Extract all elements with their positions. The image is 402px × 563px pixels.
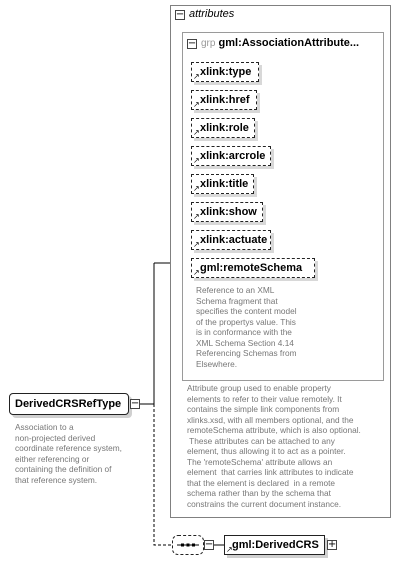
attribute-label: xlink:type [200,66,252,78]
minus-icon: − [175,9,185,20]
attribute-label: xlink:show [200,206,257,218]
minus-icon: − [187,38,197,49]
attribute-gml-remoteschema[interactable] [191,258,315,278]
link-arrow-icon: ↗ [226,545,233,554]
link-arrow-icon: ↗ [193,100,200,109]
minus-icon: − [130,398,140,409]
plus-icon: + [327,539,337,550]
type-name: DerivedCRSRefType [15,398,122,410]
link-arrow-icon: ↗ [193,212,200,221]
attribute-label: gml:remoteSchema [200,262,303,274]
sequence-icon [173,536,203,554]
attribute-label: xlink:arcrole [200,150,266,162]
collapse-group-button[interactable] [187,39,197,49]
link-arrow-icon: ↗ [193,72,200,81]
link-arrow-icon: ↗ [193,128,200,137]
attribute-xlink-type[interactable] [191,62,259,82]
type-description: Association to a non-projected derived coordinate reference system, either referencing or containing the definition of that reference system. [15,422,122,485]
expand-element-button[interactable] [327,540,337,550]
collapse-type-button[interactable] [130,399,140,409]
attributes-title: attributes [189,8,235,20]
attribute-xlink-show[interactable] [191,202,263,222]
attribute-xlink-role[interactable] [191,118,255,138]
minus-icon: − [204,539,214,550]
attribute-label: xlink:role [200,122,249,134]
attribute-group-header [201,37,359,49]
remoteschema-description: Reference to an XML Schema fragment that specifies the content model of the propertys value. This is in conformance with the XML Schema Section 4.14 Referencing Schemas from Elsewhere. [196,285,297,369]
attribute-group-description: Attribute group used to enable property elements to refer to their value remotely. It contains the simple link components from xlinks.xsd, with all members optional, and the remoteSchema attribute, which is also optional. These attributes can be attached to any element, thus allowing it to act as a pointer. The 'remoteSchema' attribute allows an element that carries link attributes to indicate that the element is declared in a remote schema rather than by the schema that constrains the current document instance. [187,383,361,509]
collapse-sequence-button[interactable] [204,540,214,550]
sequence-compositor[interactable] [172,535,204,555]
element-name: gml:DerivedCRS [232,539,319,551]
attribute-label: xlink:actuate [200,234,268,246]
group-name[interactable]: gml:AssociationAttribute... [218,37,360,49]
attribute-xlink-href[interactable] [191,90,257,110]
derivedcrsreftype-node[interactable] [9,393,129,415]
group-kind-label: grp [201,38,216,49]
attribute-xlink-title[interactable] [191,174,254,194]
collapse-attributes-button[interactable] [175,10,185,20]
attribute-label: xlink:title [200,178,249,190]
link-arrow-icon: ↗ [193,268,200,277]
gml-derivedcrs-element[interactable] [224,535,325,555]
link-arrow-icon: ↗ [193,184,200,193]
attribute-label: xlink:href [200,94,250,106]
link-arrow-icon: ↗ [193,240,200,249]
attribute-xlink-arcrole[interactable] [191,146,271,166]
link-arrow-icon: ↗ [193,156,200,165]
attribute-xlink-actuate[interactable] [191,230,271,250]
